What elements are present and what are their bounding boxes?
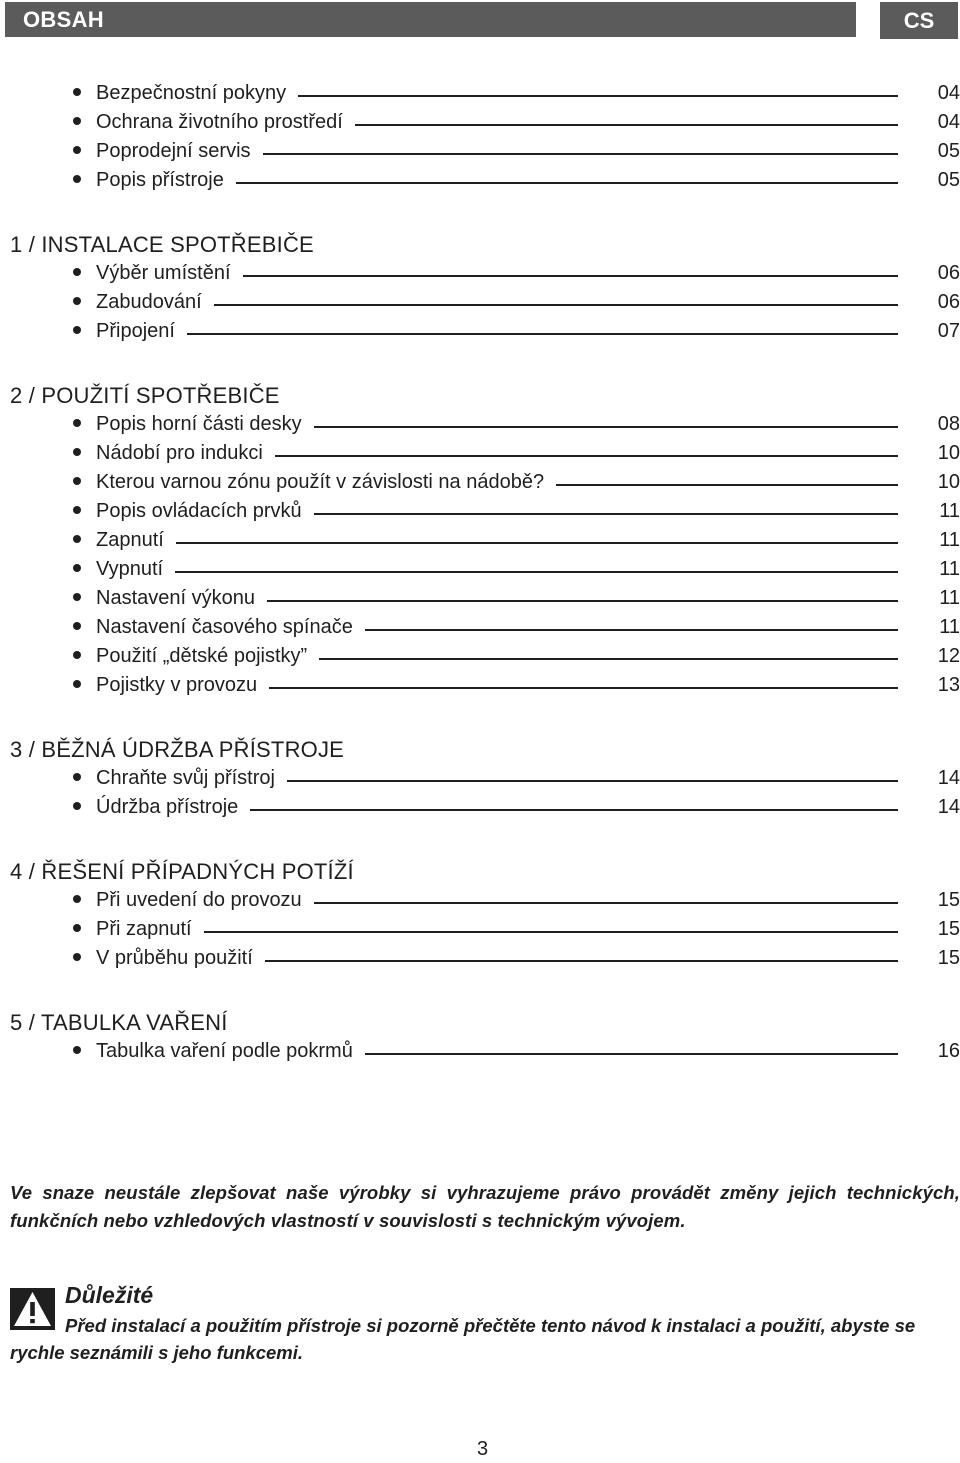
toc-entry-page: 15 (937, 918, 960, 940)
toc-section (0, 735, 960, 822)
toc-entry-label: Popis horní části desky (96, 413, 302, 435)
toc-entry-page: 14 (937, 796, 960, 818)
toc-entry-label: Nastavení výkonu (96, 587, 255, 609)
header-bar (5, 2, 856, 37)
bullet-icon (73, 297, 81, 305)
notice-text: Ve snaze neustále zlepšovat naše výrobky si vyhrazujeme právo provádět změny jejich technických, funkčních nebo vzhledových vlastností v souvislosti s technickým vývojem. (10, 1182, 960, 1231)
toc-entry-label: Popis přístroje (96, 169, 224, 191)
leader-line (269, 687, 898, 689)
section-heading: 5 / TABULKA VAŘENÍ (10, 1010, 228, 1035)
toc-entry-page: 04 (937, 82, 960, 104)
bullet-icon (73, 924, 81, 932)
toc-entry-label: Při zapnutí (96, 918, 192, 940)
toc-entry (0, 764, 960, 793)
section-heading: 3 / BĚŽNÁ ÚDRŽBA PŘÍSTROJE (10, 737, 345, 762)
toc-entry (0, 944, 960, 973)
language-badge: CS (880, 2, 958, 39)
toc-entry-page: 05 (937, 140, 960, 162)
bullet-icon (73, 175, 81, 183)
bullet-icon (73, 419, 81, 427)
bullet-icon (73, 146, 81, 154)
toc-entry-label: Nádobí pro indukci (96, 442, 263, 464)
toc-entry-label: Údržba přístroje (96, 796, 239, 818)
toc-entry (0, 410, 960, 439)
toc-entry (0, 439, 960, 468)
toc-intro-group (0, 79, 960, 195)
leader-line (314, 902, 898, 904)
leader-line (250, 809, 898, 811)
toc-entry-page: 08 (937, 413, 960, 435)
leader-line (314, 426, 898, 428)
page-title: OBSAH (23, 7, 104, 32)
toc-entry-page: 06 (937, 291, 960, 313)
toc-entry (0, 317, 960, 346)
bullet-icon (73, 593, 81, 601)
toc-entry-label: Popis ovládacích prvků (96, 500, 302, 522)
leader-line (319, 658, 898, 660)
bullet-icon (73, 326, 81, 334)
toc-entry (0, 259, 960, 288)
leader-line (314, 513, 898, 515)
toc-entry-label: Zabudování (96, 291, 202, 313)
toc-entry (0, 886, 960, 915)
leader-line (287, 780, 898, 782)
toc-entry-label: Při uvedení do provozu (96, 889, 302, 911)
toc-entry-label: Tabulka vaření podle pokrmů (96, 1040, 353, 1062)
bullet-icon (73, 88, 81, 96)
bullet-icon (73, 535, 81, 543)
toc-section (0, 230, 960, 346)
toc-entry (0, 137, 960, 166)
toc-entry (0, 108, 960, 137)
toc-entry-label: V průběhu použití (96, 947, 253, 969)
bullet-icon (73, 564, 81, 572)
leader-line (263, 153, 898, 155)
leader-line (187, 333, 898, 335)
bullet-icon (73, 895, 81, 903)
toc-entry-label: Pojistky v provozu (96, 674, 258, 696)
section-heading: 2 / POUŽITÍ SPOTŘEBIČE (10, 383, 280, 408)
bullet-icon (73, 268, 81, 276)
toc-entry-page: 06 (937, 262, 960, 284)
toc-section (0, 1008, 960, 1066)
toc-entry-label: Bezpečnostní pokyny (96, 82, 287, 104)
leader-line (275, 455, 898, 457)
toc-entry-label: Výběr umístění (96, 262, 231, 284)
leader-line (236, 182, 898, 184)
toc-entry-label: Ochrana životního prostředí (96, 111, 343, 133)
page-number: 3 (476, 1438, 489, 1460)
toc-entry-page: 11 (939, 558, 960, 580)
toc-entry-page: 11 (939, 500, 960, 522)
toc-entry (0, 613, 960, 642)
toc-entry (0, 642, 960, 671)
toc-entry (0, 1037, 960, 1066)
toc-entry (0, 468, 960, 497)
leader-line (175, 571, 898, 573)
toc-entry-page: 15 (937, 947, 960, 969)
toc-entry-page: 11 (939, 587, 960, 609)
toc-entry-page: 04 (937, 111, 960, 133)
bullet-icon (73, 448, 81, 456)
toc-entry-page: 10 (937, 442, 960, 464)
toc-entry-label: Nastavení časového spínače (96, 616, 353, 638)
toc-entry-page: 11 (939, 529, 960, 551)
toc-section (0, 857, 960, 973)
toc-entry-label: Chraňte svůj přístroj (96, 767, 275, 789)
toc-entry (0, 79, 960, 108)
toc-entry-page: 10 (937, 471, 960, 493)
section-heading: 4 / ŘEŠENÍ PŘÍPADNÝCH POTÍŽÍ (10, 859, 354, 884)
toc-entry-page: 07 (937, 320, 960, 342)
leader-line (556, 484, 898, 486)
toc-section (0, 381, 960, 700)
toc-entry-page: 14 (937, 767, 960, 789)
bullet-icon (73, 477, 81, 485)
table-of-contents (0, 79, 960, 1066)
toc-entry (0, 497, 960, 526)
toc-entry-label: Zapnutí (96, 529, 164, 551)
leader-line (355, 124, 898, 126)
toc-entry (0, 555, 960, 584)
toc-entry-page: 16 (937, 1040, 960, 1062)
toc-entry-page: 11 (939, 616, 960, 638)
leader-line (265, 960, 898, 962)
toc-entry-label: Kterou varnou zónu použít v závislosti na nádobě? (96, 471, 545, 493)
toc-entry (0, 288, 960, 317)
important-text: Před instalací a použitím přístroje si pozorně přečtěte tento návod k instalaci a použití, abyste se rychle seznámili s jeho funkcemi. (10, 1315, 916, 1363)
toc-entry (0, 166, 960, 195)
toc-entry-label: Vypnutí (96, 558, 164, 580)
bullet-icon (73, 953, 81, 961)
leader-line (243, 275, 898, 277)
toc-entry (0, 793, 960, 822)
leader-line (204, 931, 898, 933)
bullet-icon (73, 622, 81, 630)
toc-entry-page: 15 (937, 889, 960, 911)
bullet-icon (73, 117, 81, 125)
bullet-icon (73, 651, 81, 659)
toc-entry-label: Poprodejní servis (96, 140, 251, 162)
bullet-icon (73, 1046, 81, 1054)
section-heading: 1 / INSTALACE SPOTŘEBIČE (10, 232, 314, 257)
bullet-icon (73, 802, 81, 810)
leader-line (298, 95, 898, 97)
bullet-icon (73, 506, 81, 514)
leader-line (214, 304, 898, 306)
toc-entry (0, 584, 960, 613)
bullet-icon (73, 680, 81, 688)
toc-entry (0, 915, 960, 944)
toc-entry-label: Použití „dětské pojistky” (96, 645, 308, 667)
leader-line (365, 629, 898, 631)
leader-line (365, 1053, 898, 1055)
leader-line (267, 600, 898, 602)
toc-entry (0, 526, 960, 555)
toc-entry-page: 05 (937, 169, 960, 191)
important-heading: Důležité (65, 1282, 154, 1308)
toc-entry-page: 12 (937, 645, 960, 667)
bullet-icon (73, 773, 81, 781)
toc-entry (0, 671, 960, 700)
toc-entry-page: 13 (937, 674, 960, 696)
toc-entry-label: Připojení (96, 320, 175, 342)
leader-line (176, 542, 898, 544)
